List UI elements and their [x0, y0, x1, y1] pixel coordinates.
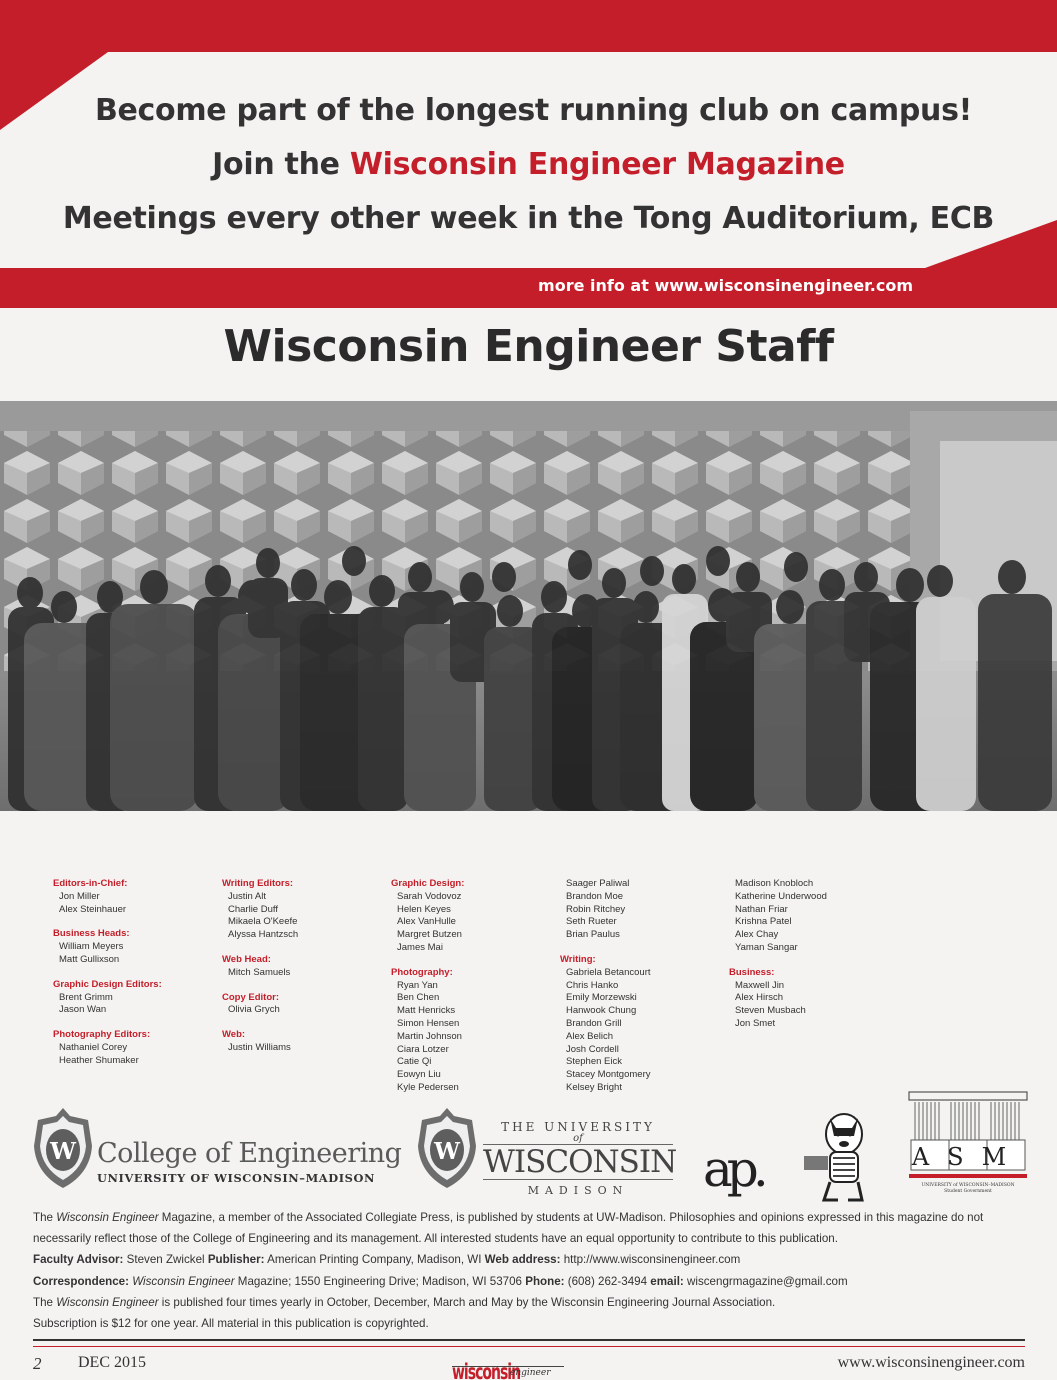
staff-member-name: Justin Williams	[228, 1041, 291, 1053]
staff-role-heading: Photography:	[391, 966, 453, 978]
staff-member-name: Jon Smet	[735, 1017, 776, 1029]
email-link[interactable]: wiscengrmagazine@gmail.com	[683, 1274, 848, 1288]
pub-line-6: Subscription is $12 for one year. All material in this publication is copyrighted.	[33, 1317, 429, 1331]
masthead-main: wisconsin	[452, 1361, 521, 1380]
staff-member-name: Nathan Friar	[735, 903, 788, 915]
staff-member-name: Saager Paliwal	[566, 878, 630, 889]
publisher-value: American Printing Company, Madison, WI	[264, 1253, 485, 1267]
staff-member-name: Brandon Grill	[566, 1017, 622, 1029]
staff-member-name: Eowyn Liu	[397, 1069, 441, 1081]
phone-label: Phone:	[525, 1274, 565, 1288]
staff-member-name: Margret Butzen	[397, 929, 462, 941]
bucky-badger-icon	[800, 1112, 882, 1204]
staff-member-name: Mitch Samuels	[228, 966, 291, 978]
staff-member-name: Stephen Eick	[566, 1056, 622, 1068]
pub-line-1	[33, 1207, 1033, 1228]
staff-member-name: Yaman Sangar	[735, 941, 798, 953]
promo-meetings-line: Meetings every other week in the Tong Auditorium, ECB	[62, 201, 995, 236]
uw-logo-the: THE UNIVERSITY	[501, 1120, 655, 1134]
publication-info	[33, 1207, 1033, 1334]
asm-logo-sub2: Student Government	[944, 1189, 992, 1194]
issue-date: DEC 2015	[78, 1354, 146, 1371]
staff-member-name: Chris Hanko	[566, 979, 619, 991]
correspondence-value: Magazine; 1550 Engineering Drive; Madison, WI 53706	[234, 1274, 526, 1288]
promo-headline: Become part of the longest running club on campus!	[94, 93, 973, 128]
pub-text: The	[33, 1211, 57, 1224]
staff-column	[729, 878, 889, 1031]
staff-role-heading: Business Heads:	[53, 928, 130, 940]
web-address-link[interactable]: http://www.wisconsinengineer.com	[560, 1253, 741, 1267]
masthead-sub: engineer	[510, 1368, 551, 1378]
asm-logo-icon	[907, 1090, 1029, 1202]
asm-logo-sub1: UNIVERSITY of WISCONSIN–MADISON	[921, 1183, 1015, 1188]
staff-member-name: Mikaela O'Keefe	[228, 916, 298, 928]
staff-member-name: Brandon Moe	[566, 890, 624, 902]
staff-role-heading: Photography Editors:	[53, 1029, 151, 1041]
promo-join-prefix: Join the	[212, 147, 350, 182]
staff-member-name: Kelsey Bright	[566, 1081, 622, 1093]
staff-member-name: Heather Shumaker	[59, 1054, 139, 1066]
faculty-advisor-label: Faculty Advisor:	[33, 1253, 124, 1267]
pub-line-2: necessarily reflect those of the College of Engineering and its management. All interested students have an equal opportunity to contribute to this publication.	[33, 1232, 838, 1246]
staff-member-name: Nathaniel Corey	[59, 1041, 128, 1053]
staff-member-name: Krishna Patel	[735, 916, 792, 928]
promo-more-info-link[interactable]: more info at www.wisconsinengineer.com	[538, 276, 913, 295]
coe-logo-main: College of Engineering	[97, 1138, 402, 1169]
staff-member-name: Hanwook Chung	[566, 1005, 637, 1017]
staff-member-name: Brent Grimm	[59, 991, 113, 1003]
pub-text: is published four times yearly in October, December, March and May by the Wisconsin Engineering Journal Association.	[158, 1295, 776, 1309]
staff-member-name: Kyle Pedersen	[397, 1081, 459, 1093]
staff-column	[391, 878, 551, 1095]
staff-member-name: Madison Knobloch	[735, 878, 814, 889]
staff-column	[53, 878, 213, 1068]
staff-member-name: Jon Miller	[59, 890, 100, 902]
staff-member-name: Alex Steinhauer	[59, 903, 127, 915]
staff-role-heading: Editors-in-Chief:	[53, 878, 128, 889]
staff-list	[0, 878, 1057, 1104]
coe-logo-sub: UNIVERSITY OF WISCONSIN–MADISON	[97, 1171, 375, 1185]
staff-member-name: Katherine Underwood	[735, 890, 827, 902]
staff-role-heading: Writing Editors:	[222, 878, 294, 889]
footer-accent-rule	[33, 1346, 1025, 1347]
staff-member-name: Jason Wan	[59, 1004, 107, 1016]
staff-column	[560, 878, 720, 1095]
pub-magazine-name: Wisconsin Engineer	[56, 1295, 159, 1309]
phone-value: (608) 262-3494	[564, 1274, 651, 1288]
staff-member-name: Ben Chen	[397, 992, 440, 1004]
staff-member-name: Catie Qi	[397, 1056, 432, 1068]
staff-member-name: Stacey Montgomery	[566, 1069, 651, 1081]
pub-magazine-name: Wisconsin Engineer	[129, 1274, 235, 1288]
pub-text: Magazine, a member of the Associated Collegiate Press, is published by students at UW-Madison. Philosophies and opinions expressed in this magazine do not	[158, 1211, 984, 1224]
staff-role-heading: Writing:	[560, 953, 596, 965]
uw-logo-madison: MADISON	[527, 1184, 629, 1197]
staff-member-name: James Mai	[397, 941, 443, 953]
staff-role-heading: Graphic Design:	[391, 878, 465, 889]
asm-logo-text: ASM	[911, 1143, 1025, 1171]
group-photo-image	[0, 401, 1057, 811]
staff-role-heading: Web Head:	[222, 953, 271, 965]
staff-member-name: Matt Gullixson	[59, 953, 120, 965]
uw-logo-text	[483, 1120, 677, 1197]
pub-magazine-name: Wisconsin Engineer	[56, 1211, 159, 1224]
staff-member-name: Justin Alt	[228, 890, 267, 902]
promo-magazine-name: Wisconsin Engineer Magazine	[349, 147, 845, 182]
staff-member-name: Robin Ritchey	[566, 903, 626, 915]
staff-role-heading: Web:	[222, 1029, 246, 1041]
staff-member-name: Steven Musbach	[735, 1005, 806, 1017]
coe-crest-letter: W	[50, 1138, 76, 1165]
staff-member-name: Helen Keyes	[397, 903, 451, 915]
page-number: 2	[33, 1354, 42, 1373]
staff-member-name: Simon Hensen	[397, 1017, 460, 1029]
faculty-advisor-value: Steven Zwickel	[123, 1253, 208, 1267]
promo-join-line	[0, 138, 1057, 192]
uw-crest-icon	[414, 1106, 480, 1190]
coe-logo-text	[97, 1138, 401, 1185]
acp-logo-text: ap.	[703, 1140, 763, 1198]
pub-line-3	[33, 1249, 1033, 1270]
uw-logo-of: of	[573, 1133, 583, 1144]
footer-masthead	[452, 1358, 564, 1380]
staff-member-name: Ciara Lotzer	[397, 1043, 449, 1055]
sponsor-logos	[0, 1100, 1057, 1206]
staff-member-name: Matt Henricks	[397, 1005, 456, 1017]
staff-member-name: Maxwell Jin	[735, 979, 785, 991]
staff-member-name: Ryan Yan	[397, 979, 438, 991]
pub-text: The	[33, 1295, 57, 1309]
staff-section-title: Wisconsin Engineer Staff	[223, 321, 834, 372]
staff-member-name: Alyssa Hantzsch	[228, 929, 299, 941]
correspondence-label: Correspondence:	[33, 1274, 129, 1288]
pub-line-5	[33, 1292, 1033, 1313]
uw-crest-letter: W	[434, 1138, 460, 1165]
staff-member-name: Sarah Vodovoz	[397, 890, 462, 902]
acp-logo-icon	[703, 1130, 769, 1202]
staff-member-name: Alex Hirsch	[735, 992, 784, 1004]
pub-line-4	[33, 1271, 1033, 1292]
staff-member-name: William Meyers	[59, 941, 124, 953]
staff-role-heading: Graphic Design Editors:	[53, 978, 162, 990]
staff-member-name: Brian Paulus	[566, 929, 620, 941]
staff-member-name: Charlie Duff	[228, 903, 278, 915]
staff-role-heading: Copy Editor:	[222, 991, 279, 1003]
staff-member-name: Josh Cordell	[566, 1043, 619, 1055]
staff-column	[222, 878, 382, 1055]
staff-group-photo	[0, 401, 1057, 811]
footer-website-link[interactable]: www.wisconsinengineer.com	[837, 1354, 1025, 1371]
staff-member-name: Seth Rueter	[566, 916, 617, 928]
staff-member-name: Emily Morzewski	[566, 992, 637, 1004]
publisher-label: Publisher:	[207, 1253, 265, 1267]
staff-member-name: Alex VanHulle	[397, 916, 456, 928]
staff-role-heading: Business:	[729, 966, 775, 978]
staff-member-name: Olivia Grych	[228, 1004, 280, 1016]
staff-member-name: Alex Belich	[566, 1030, 613, 1042]
staff-member-name: Alex Chay	[735, 929, 779, 941]
promo-text-block	[0, 84, 1057, 246]
web-address-label: Web address:	[484, 1253, 561, 1267]
email-label: email:	[650, 1274, 684, 1288]
uw-logo-main: WISCONSIN	[483, 1144, 677, 1180]
staff-member-name: Martin Johnson	[397, 1030, 462, 1042]
footer-rule	[33, 1339, 1025, 1341]
staff-member-name: Gabriela Betancourt	[566, 966, 651, 978]
coe-crest-icon	[30, 1106, 96, 1190]
